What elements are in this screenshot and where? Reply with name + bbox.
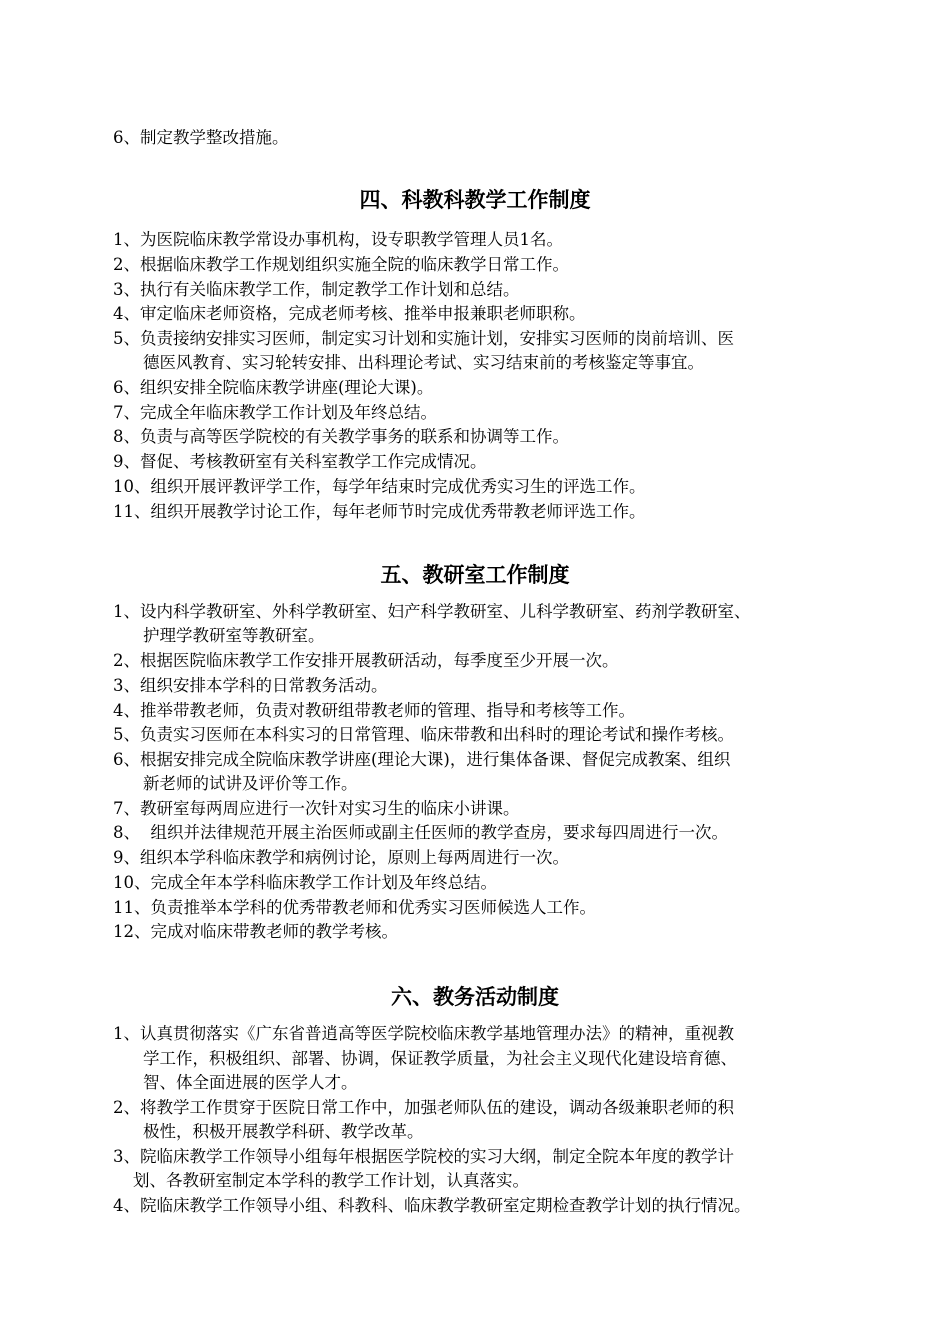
s5-item-5: 5、负责实习医师在本科实习的日常管理、临床带教和出科时的理论考试和操作考核。 (113, 725, 734, 744)
s5-item-7: 7、教研室每两周应进行一次针对实习生的临床小讲课。 (113, 799, 520, 818)
s5-item-8: 8、 组织并法律规范开展主治医师或副主任医师的教学查房，要求每四周进行一次。 (113, 823, 728, 842)
s4-item-11: 11、组织开展教学讨论工作，每年老师节时完成优秀带教老师评选工作。 (113, 502, 646, 521)
s6-item-3: 3、院临床教学工作领导小组每年根据医学院校的实习大纲，制定全院本年度的教学计 (113, 1147, 734, 1166)
s4-item-4: 4、审定临床老师资格，完成老师考核、推举申报兼职老师职称。 (113, 304, 586, 323)
s4-item-1: 1、为医院临床教学常设办事机构，设专职教学管理人员1名。 (113, 230, 563, 249)
s5-item-4: 4、推举带教老师，负责对教研组带教老师的管理、指导和考核等工作。 (113, 701, 635, 720)
s5-item-12: 12、完成对临床带教老师的教学考核。 (113, 922, 398, 941)
s5-item-6: 6、根据安排完成全院临床教学讲座(理论大课)，进行集体备课、督促完成教案、组织 (113, 750, 731, 769)
s4-item-2: 2、根据临床教学工作规划组织实施全院的临床教学日常工作。 (113, 255, 569, 274)
s5-item-9: 9、组织本学科临床教学和病例讨论，原则上每两周进行一次。 (113, 848, 569, 867)
s4-item-6: 6、组织安排全院临床教学讲座(理论大课)。 (113, 378, 434, 397)
s4-item-10: 10、组织开展评教评学工作，每学年结束时完成优秀实习生的评选工作。 (113, 477, 646, 496)
s5-item-11: 11、负责推举本学科的优秀带教老师和优秀实习医师候选人工作。 (113, 898, 596, 917)
s6-item-1-cont-1: 学工作，积极组织、部署、协调，保证教学质量，为社会主义现代化建设培育德、 (143, 1049, 737, 1068)
s6-item-2-cont: 极性，积极开展教学科研、教学改革。 (143, 1122, 424, 1141)
s5-item-1: 1、设内科学教研室、外科学教研室、妇产科学教研室、儿科学教研室、药剂学教研室、 (113, 602, 751, 621)
s5-item-2: 2、根据医院临床教学工作安排开展教研活动，每季度至少开展一次。 (113, 651, 619, 670)
s4-item-5-cont: 德医风教育、实习轮转安排、出科理论考试、实习结束前的考核鉴定等事宜。 (143, 353, 704, 372)
section-4-title: 四、科教科教学工作制度 (359, 187, 591, 212)
s5-item-10: 10、完成全年本学科临床教学工作计划及年终总结。 (113, 873, 497, 892)
s4-item-5: 5、负责接纳安排实习医师，制定实习计划和实施计划，安排实习医师的岗前培训、医 (113, 329, 734, 348)
intro-line: 6、制定教学整改措施。 (113, 128, 289, 147)
s5-item-3: 3、组织安排本学科的日常教务活动。 (113, 676, 388, 695)
section-6-title: 六、教务活动制度 (391, 984, 559, 1009)
s6-item-1: 1、认真贯彻落实《广东省普逍高等医学院校临床教学基地管理办法》的精神，重视教 (113, 1024, 734, 1043)
s6-item-2: 2、将教学工作贯穿于医院日常工作中，加强老师队伍的建设，调动各级兼职老师的积 (113, 1098, 734, 1117)
s6-item-1-cont-2: 智、体全面进展的医学人才。 (143, 1073, 358, 1092)
s6-item-4: 4、院临床教学工作领导小组、科教科、临床教学教研室定期检查教学计划的执行情况。 (113, 1196, 751, 1215)
s5-item-6-cont: 新老师的试讲及评价等工作。 (143, 774, 358, 793)
s4-item-9: 9、督促、考核教研室有关科室教学工作完成情况。 (113, 452, 487, 471)
s5-item-1-cont: 护理学教研室等教研室。 (143, 626, 325, 645)
s6-item-3-cont: 划、各教研室制定本学科的教学工作计划，认真落实。 (133, 1171, 529, 1190)
s4-item-3: 3、执行有关临床教学工作，制定教学工作计划和总结。 (113, 280, 520, 299)
s4-item-8: 8、负责与高等医学院校的有关教学事务的联系和协调等工作。 (113, 427, 569, 446)
s4-item-7: 7、完成全年临床教学工作计划及年终总结。 (113, 403, 437, 422)
section-5-title: 五、教研室工作制度 (380, 562, 570, 587)
